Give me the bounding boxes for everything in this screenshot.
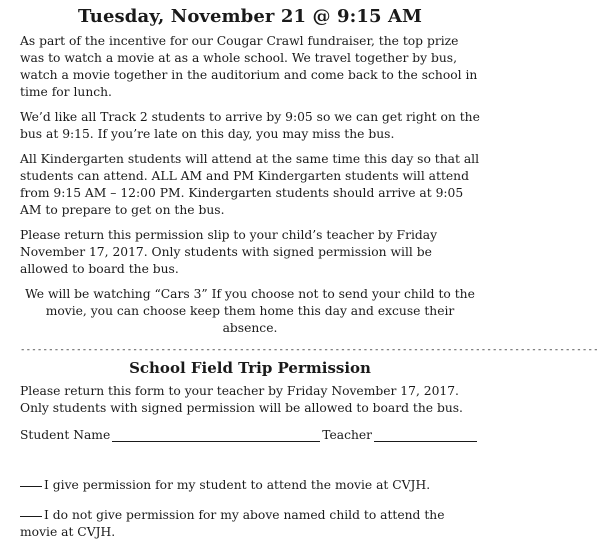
permission-no-row	[20, 504, 480, 541]
cut-line-divider: -------------------------------------------------------------------------------------------------------	[20, 345, 599, 355]
permission-yes-blank[interactable]	[20, 474, 42, 487]
form-heading: School Field Trip Permission	[129, 359, 371, 377]
permission-no-blank[interactable]	[20, 504, 42, 517]
permission-yes-row	[20, 474, 480, 494]
teacher-label: Teacher	[322, 428, 373, 442]
student-name-field[interactable]	[112, 429, 320, 442]
student-name-label: Student Name	[20, 428, 111, 442]
form-instructions: Please return this form to your teacher by Friday November 17, 2017. Only students with signed permission will be allowed to board the bus.	[20, 384, 463, 415]
teacher-field[interactable]	[374, 429, 477, 442]
page-title: Tuesday, November 21 @ 9:15 AM	[77, 6, 423, 27]
paragraph-kindergarten: All Kindergarten students will attend at the same time this day so that all students can attend. ALL AM and PM Kindergarten students will attend from 9:15 AM – 12:00 PM. Kindergarten students should arrive at 9:05 AM to prepare to get on the bus.	[20, 152, 480, 217]
paragraph-incentive: As part of the incentive for our Cougar Crawl fundraiser, the top prize was to watch a movie at as a whole school. We travel together by bus, watch a movie together in the auditorium and come back to the school in time for lunch.	[20, 34, 478, 99]
permission-yes-text: I give permission for my student to attend the movie at CVJH.	[44, 478, 431, 492]
permission-no-text: I do not give permission for my above named child to attend the movie at CVJH.	[20, 508, 445, 539]
paragraph-return-slip: Please return this permission slip to your child’s teacher by Friday November 17, 2017. Only students with signed permission will be allowed to board the bus.	[20, 228, 438, 276]
paragraph-movie-info: We will be watching “Cars 3” If you choose not to send your child to the movie, you can choose keep them home this day and excuse their absence.	[25, 287, 475, 335]
paragraph-track2-arrival: We’d like all Track 2 students to arrive by 9:05 so we can get right on the bus at 9:15. If you’re late on this day, you may miss the bus.	[20, 110, 480, 141]
signature-row	[20, 427, 480, 444]
